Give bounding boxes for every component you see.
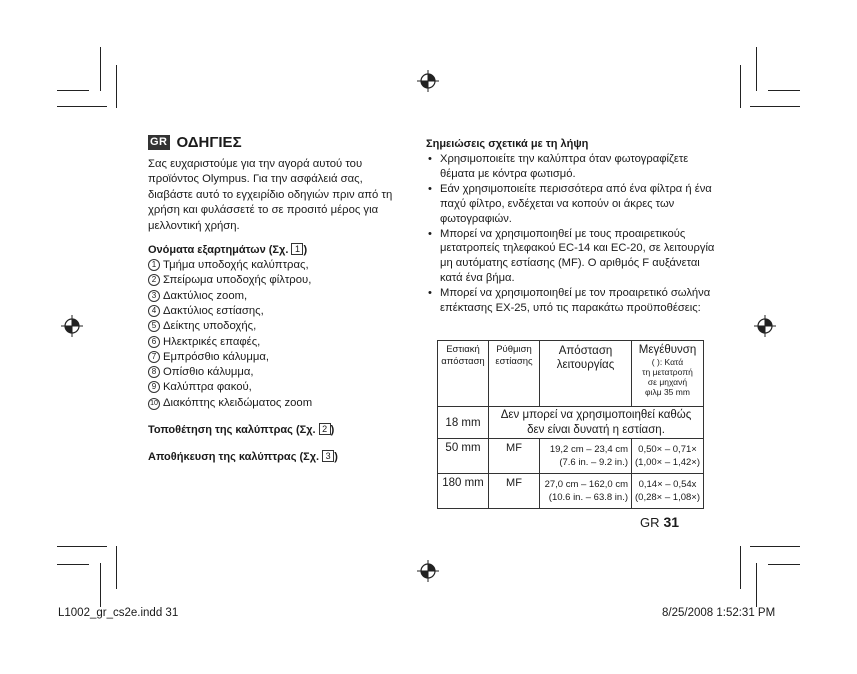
notes-list [426, 152, 716, 316]
header-focal: Εστιακή απόσταση [438, 341, 489, 407]
parts-list [148, 258, 410, 411]
notes-heading: Σημειώσεις σχετικά με τη λήψη [426, 138, 589, 150]
left-column [148, 134, 410, 465]
right-column [426, 137, 716, 316]
figure-ref: 1 [291, 243, 303, 255]
page-number: GR 31 [640, 514, 680, 530]
list-item: 8 Οπίσθιο κάλυμμα, [148, 365, 410, 380]
title-text: ΟΔΗΓΙΕΣ [176, 134, 242, 151]
list-item: 10 Διακόπτης κλειδώματος zoom [148, 396, 410, 411]
figure-ref: 2 [319, 423, 331, 435]
footer-datetime: 8/25/2008 1:52:31 PM [662, 607, 776, 619]
table-row: 50 mm MF 19,2 cm – 23,4 cm (7.6 in. – 9.2 in.) 0,50× – 0,71× (1,00× – 1,42×) [438, 439, 704, 474]
list-item: 4 Δακτύλιος εστίασης, [148, 304, 410, 319]
parts-heading: Ονόματα εξαρτημάτων (Σχ. 1 ) [148, 244, 308, 257]
header-focus: Ρύθμιση εστίασης [489, 341, 540, 407]
list-item: • Μπορεί να χρησιμοποιηθεί με τον προαιρετικό σωλήνα επέκτασης EX-25, υπό τις παρακάτω προϋποθέσεις: [426, 286, 716, 316]
footer-filename: L1002_gr_cs2e.indd 31 [58, 607, 179, 619]
list-item: 2 Σπείρωμα υποδοχής φίλτρου, [148, 273, 410, 288]
registration-mark-icon [417, 560, 439, 582]
extension-tube-table [437, 340, 704, 509]
list-item: 3 Δακτύλιος zoom, [148, 289, 410, 304]
storage-heading: Αποθήκευση της καλύπτρας (Σχ. 3 ) [148, 451, 338, 463]
table-row: 180 mm MF 27,0 cm – 162,0 cm (10.6 in. – 63.8 in.) 0,14× – 0,54x (0,28× – 1,08×) [438, 474, 704, 509]
table-row: 18 mm Δεν μπορεί να χρησιμοποιηθεί καθώς δεν είναι δυνατή η εστίαση. [438, 407, 704, 439]
header-distance: Απόσταση λειτουργίας [540, 341, 632, 407]
list-item: • Χρησιμοποιείτε την καλύπτρα όταν φωτογραφίζετε θέματα με κόντρα φωτισμό. [426, 152, 716, 182]
list-item: 1 Τμήμα υποδοχής καλύπτρας, [148, 258, 410, 273]
page-title [148, 134, 410, 151]
list-item: • Μπορεί να χρησιμοποιηθεί με τους προαιρετικούς μετατροπείς τηλεφακού EC-14 και EC-20, σε λειτουργία μη αυτόματης εστίασης (MF). Ο αριθμός F αυξάνεται κατά ένα βήμα. [426, 227, 716, 287]
intro-paragraph: Σας ευχαριστούμε για την αγορά αυτού του προϊόντος Olympus. Για την ασφάλειά σας, διαβάστε αυτό το εγχειρίδιο οδηγιών πριν από τη χρήση και φυλάσσετέ το σε προσιτό μέρος για μελλοντική χρήση. [148, 158, 393, 232]
list-item: 6 Ηλεκτρικές επαφές, [148, 335, 410, 350]
list-item: 5 Δείκτης υποδοχής, [148, 319, 410, 334]
list-item: • Εάν χρησιμοποιείτε περισσότερα από ένα φίλτρα ή ένα παχύ φίλτρο, ενδέχεται να κοπούν οι άκρες των φωτογραφιών. [426, 182, 716, 227]
registration-mark-icon [754, 315, 776, 337]
list-item: 7 Εμπρόσθιο κάλυμμα, [148, 350, 410, 365]
list-item: 9 Καλύπτρα φακού, [148, 380, 410, 395]
header-magnification: Μεγέθυνση ( ): Κατά τη μετατροπή σε μηχανή φιλμ 35 mm [632, 341, 704, 407]
attach-heading: Τοποθέτηση της καλύπτρας (Σχ. 2 ) [148, 424, 335, 436]
figure-ref: 3 [322, 450, 334, 462]
registration-mark-icon [61, 315, 83, 337]
registration-mark-icon [417, 70, 439, 92]
table-header-row [438, 341, 704, 407]
language-badge: GR [150, 136, 168, 148]
